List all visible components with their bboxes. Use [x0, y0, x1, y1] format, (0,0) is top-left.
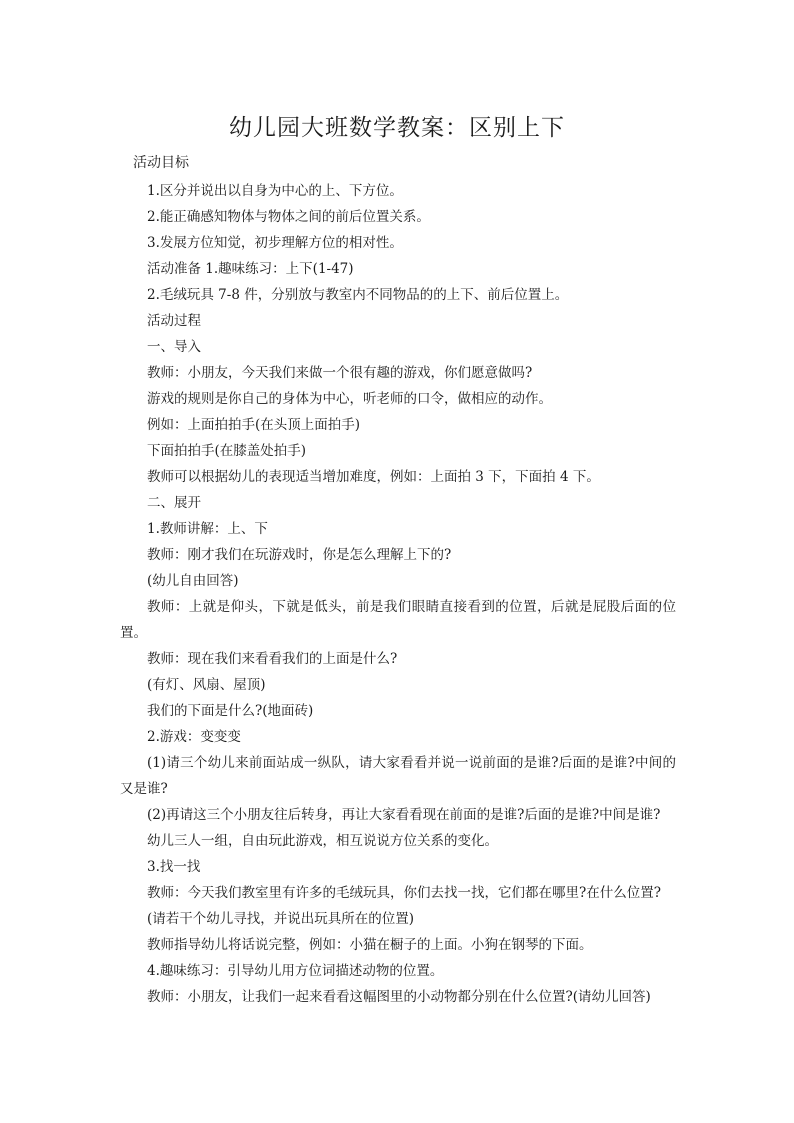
paragraph: 2.能正确感知物体与物体之间的前后位置关系。: [147, 209, 430, 225]
document-body: [120, 178, 676, 1010]
document-title: 幼儿园大班数学教案：区别上下: [229, 115, 565, 141]
paragraph: 4.趣味练习：引导幼儿用方位词描述动物的位置。: [147, 963, 444, 979]
paragraph: 教师指导幼儿将话说完整，例如：小猫在橱子的上面。小狗在钢琴的下面。: [147, 937, 593, 953]
paragraph: 教师：现在我们来看看我们的上面是什么?: [147, 651, 398, 667]
paragraph: 1.区分并说出以自身为中心的上、下方位。: [147, 183, 403, 199]
paragraph: 3.发展方位知觉，初步理解方位的相对性。: [147, 235, 403, 251]
paragraph: (有灯、风扇、屋顶): [147, 677, 266, 693]
paragraph: 教师：今天我们教室里有许多的毛绒玩具，你们去找一找，它们都在哪里?在什么位置?: [147, 885, 661, 901]
section-heading-goal: 活动目标: [133, 155, 189, 171]
paragraph: 2.毛绒玩具 7-8 件，分别放与教室内不同物品的的上下、前后位置上。: [147, 287, 569, 303]
paragraph: 教师：小朋友，今天我们来做一个很有趣的游戏，你们愿意做吗?: [147, 365, 533, 381]
paragraph: 幼儿三人一组，自由玩此游戏，相互说说方位关系的变化。: [147, 833, 498, 849]
section-heading: 一、导入: [147, 339, 201, 355]
paragraph: 2.游戏：变变变: [147, 729, 241, 745]
paragraph: (请若干个幼儿寻找，并说出玩具所在的位置): [147, 911, 415, 927]
paragraph: 活动准备 1.趣味练习：上下(1-47): [147, 261, 354, 277]
paragraph: 教师：小朋友，让我们一起来看看这幅图里的小动物都分别在什么位置?(请幼儿回答): [147, 989, 651, 1005]
paragraph: 教师：刚才我们在玩游戏时，你是怎么理解上下的?: [147, 547, 452, 563]
paragraph: 我们的下面是什么?(地面砖): [147, 703, 314, 719]
paragraph: 下面拍拍手(在膝盖处拍手): [147, 443, 307, 459]
paragraph: 例如：上面拍拍手(在头顶上面拍手): [147, 417, 361, 433]
paragraph: 教师可以根据幼儿的表现适当增加难度，例如：上面拍 3 下，下面拍 4 下。: [147, 469, 600, 485]
paragraph: (幼儿自由回答): [147, 573, 239, 589]
paragraph: 1.教师讲解：上、下: [147, 521, 268, 537]
paragraph: 3.找一找: [147, 859, 201, 875]
paragraph: 教师：上就是仰头，下就是低头，前是我们眼睛直接看到的位置，后就是屁股后面的位置。: [120, 599, 676, 641]
paragraph: (1)请三个幼儿来前面站成一纵队，请大家看看并说一说前面的是谁?后面的是谁?中间的又是谁?: [120, 755, 676, 797]
section-heading: 二、展开: [147, 495, 201, 511]
paragraph: 游戏的规则是你自己的身体为中心，听老师的口令，做相应的动作。: [147, 391, 552, 407]
paragraph: (2)再请这三个小朋友往后转身，再让大家看看现在前面的是谁?后面的是谁?中间是谁?: [147, 807, 661, 823]
section-heading: 活动过程: [147, 313, 201, 329]
